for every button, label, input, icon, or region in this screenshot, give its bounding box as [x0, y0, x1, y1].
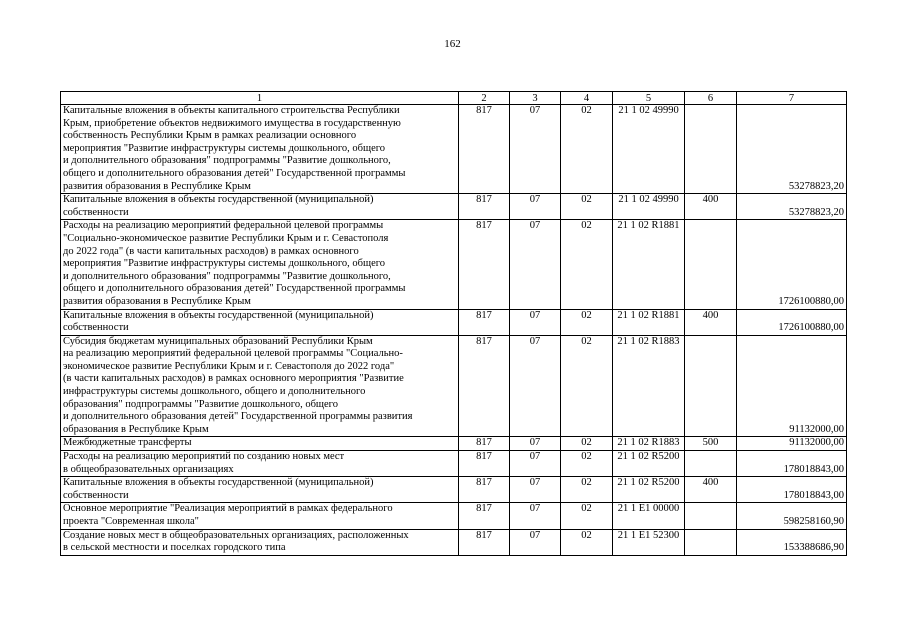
amount-cell: 1726100880,00 [737, 309, 847, 335]
amount-cell: 1726100880,00 [737, 220, 847, 309]
subsection-code-cell: 02 [561, 335, 613, 437]
expense-type-cell: 400 [685, 477, 737, 503]
column-header: 7 [737, 92, 847, 105]
column-header: 1 [61, 92, 459, 105]
subsection-code-cell: 02 [561, 503, 613, 529]
subsection-code-cell: 02 [561, 194, 613, 220]
target-article-cell: 21 1 02 R5200 [613, 451, 685, 477]
section-code-cell: 07 [510, 477, 561, 503]
subsection-code-cell: 02 [561, 437, 613, 451]
table-row [61, 309, 847, 335]
expense-type-cell [685, 105, 737, 194]
row-name-cell: Капитальные вложения в объекты государственной (муниципальной) собственности [61, 194, 459, 220]
target-article-cell: 21 1 E1 00000 [613, 503, 685, 529]
expense-type-cell: 400 [685, 194, 737, 220]
amount-cell: 53278823,20 [737, 194, 847, 220]
expense-type-cell: 500 [685, 437, 737, 451]
page-number: 162 [444, 38, 461, 50]
row-name-cell: Капитальные вложения в объекты государственной (муниципальной) собственности [61, 309, 459, 335]
row-name-cell: Капитальные вложения в объекты капитального строительства Республики Крым, приобретение объектов недвижимого имущества в государственную собственность Республики Крым в рамках реализации основного мероприятия "Развитие инфраструктуры системы дошкольного, общего и дополнительного образования" подпрограммы "Развитие дошкольного, общего и дополнительного образования детей" Государственной программы развития образования в Республике Крым [61, 105, 459, 194]
row-name-cell: Создание новых мест в общеобразовательных организациях, расположенных в сельской местности и поселках городского типа [61, 529, 459, 555]
table-row [61, 451, 847, 477]
section-code-cell: 07 [510, 105, 561, 194]
row-name-cell: Субсидия бюджетам муниципальных образований Республики Крым на реализацию мероприятий федеральной целевой программы "Социально- экономическое развитие Республики Крым и г. Севастополя до 2022 года" (в части капитальных расходов) в рамках основного мероприятия "Развитие инфраструктуры системы дошкольного, общего и дополнительного образования" подпрограммы "Развитие дошкольного, общего и дополнительного образования детей" Государственной программы развития образования в Республике Крым [61, 335, 459, 437]
target-article-cell: 21 1 02 R1883 [613, 335, 685, 437]
row-name-cell: Расходы на реализацию мероприятий федеральной целевой программы "Социально-экономическое развитие Республики Крым и г. Севастополя до 2022 года" (в части капитальных расходов) в рамках основного мероприятия "Развитие инфраструктуры системы дошкольного, общего и дополнительного образования" подпрограммы "Развитие дошкольного, общего и дополнительного образования детей" Государственной программы развития образования в Республике Крым [61, 220, 459, 309]
table-row [61, 105, 847, 194]
subsection-code-cell: 02 [561, 220, 613, 309]
amount-cell: 153388686,90 [737, 529, 847, 555]
amount-cell: 53278823,20 [737, 105, 847, 194]
section-code-cell: 07 [510, 529, 561, 555]
target-article-cell: 21 1 02 49990 [613, 105, 685, 194]
column-header: 4 [561, 92, 613, 105]
ministry-code-cell: 817 [459, 220, 510, 309]
column-header: 2 [459, 92, 510, 105]
section-code-cell: 07 [510, 437, 561, 451]
row-name-cell: Расходы на реализацию мероприятий по созданию новых мест в общеобразовательных организациях [61, 451, 459, 477]
expense-type-cell [685, 220, 737, 309]
ministry-code-cell: 817 [459, 529, 510, 555]
ministry-code-cell: 817 [459, 503, 510, 529]
target-article-cell: 21 1 02 R1881 [613, 220, 685, 309]
table-row [61, 529, 847, 555]
subsection-code-cell: 02 [561, 529, 613, 555]
target-article-cell: 21 1 02 R5200 [613, 477, 685, 503]
ministry-code-cell: 817 [459, 335, 510, 437]
ministry-code-cell: 817 [459, 477, 510, 503]
row-name-cell: Основное мероприятие "Реализация мероприятий в рамках федерального проекта "Современная школа" [61, 503, 459, 529]
subsection-code-cell: 02 [561, 451, 613, 477]
column-header: 3 [510, 92, 561, 105]
ministry-code-cell: 817 [459, 194, 510, 220]
section-code-cell: 07 [510, 335, 561, 437]
target-article-cell: 21 1 E1 52300 [613, 529, 685, 555]
table-row [61, 477, 847, 503]
row-name-cell: Межбюджетные трансферты [61, 437, 459, 451]
amount-cell: 91132000,00 [737, 437, 847, 451]
expense-type-cell [685, 529, 737, 555]
section-code-cell: 07 [510, 194, 561, 220]
table-row [61, 437, 847, 451]
column-header: 5 [613, 92, 685, 105]
subsection-code-cell: 02 [561, 105, 613, 194]
subsection-code-cell: 02 [561, 477, 613, 503]
target-article-cell: 21 1 02 49990 [613, 194, 685, 220]
row-name-cell: Капитальные вложения в объекты государственной (муниципальной) собственности [61, 477, 459, 503]
expense-type-cell [685, 335, 737, 437]
target-article-cell: 21 1 02 R1881 [613, 309, 685, 335]
amount-cell: 91132000,00 [737, 335, 847, 437]
ministry-code-cell: 817 [459, 309, 510, 335]
amount-cell: 598258160,90 [737, 503, 847, 529]
section-code-cell: 07 [510, 309, 561, 335]
target-article-cell: 21 1 02 R1883 [613, 437, 685, 451]
table-row [61, 335, 847, 437]
table-row [61, 194, 847, 220]
table-row [61, 220, 847, 309]
expense-type-cell [685, 503, 737, 529]
table-row [61, 503, 847, 529]
ministry-code-cell: 817 [459, 105, 510, 194]
section-code-cell: 07 [510, 451, 561, 477]
table-header-row [61, 92, 847, 105]
amount-cell: 178018843,00 [737, 477, 847, 503]
section-code-cell: 07 [510, 503, 561, 529]
expense-type-cell [685, 451, 737, 477]
section-code-cell: 07 [510, 220, 561, 309]
budget-table [60, 91, 847, 556]
column-header: 6 [685, 92, 737, 105]
expense-type-cell: 400 [685, 309, 737, 335]
ministry-code-cell: 817 [459, 451, 510, 477]
amount-cell: 178018843,00 [737, 451, 847, 477]
ministry-code-cell: 817 [459, 437, 510, 451]
subsection-code-cell: 02 [561, 309, 613, 335]
